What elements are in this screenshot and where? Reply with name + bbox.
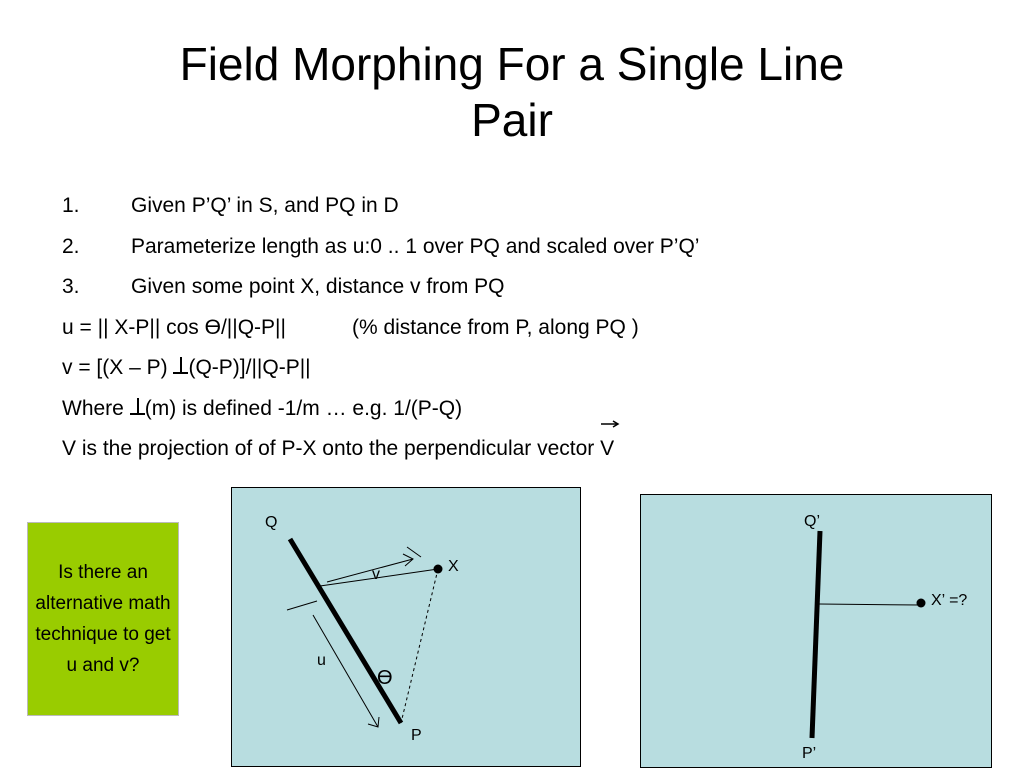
vector-v-letter: V xyxy=(600,437,615,460)
step-text: Parameterize length as u:0 .. 1 over PQ and scaled over P’Q’ xyxy=(131,234,700,258)
point-x xyxy=(434,565,443,574)
where-line xyxy=(62,389,962,430)
formula-u-note: (% distance from P, along PQ ) xyxy=(351,315,639,339)
step-2 xyxy=(62,227,962,268)
slide-body xyxy=(62,186,962,470)
formula-u: u = || X-P|| cos Ө/||Q-P|| xyxy=(62,315,286,339)
label-p: P xyxy=(411,727,422,744)
vector-arrow-icon xyxy=(600,419,620,429)
label-q-prime: Q’ xyxy=(804,513,820,530)
formula-v-line xyxy=(62,348,962,389)
step-1 xyxy=(62,186,962,227)
label-x-prime: X’ =? xyxy=(931,592,968,609)
title-line-2: Pair xyxy=(471,94,553,146)
panel-background xyxy=(232,488,581,767)
label-v: v xyxy=(372,566,380,583)
step-number: 2. xyxy=(62,234,80,258)
callout-text: Is there an alternative math technique to get u and v? xyxy=(35,562,171,676)
label-u: u xyxy=(317,652,326,669)
point-x-prime xyxy=(917,599,926,608)
vector-v xyxy=(600,429,614,470)
step-text: Given some point X, distance v from PQ xyxy=(131,275,505,298)
projection-line xyxy=(62,429,962,470)
label-x: X xyxy=(448,558,459,575)
source-diagram xyxy=(640,494,992,768)
step-text: Given P’Q’ in S, and PQ in D xyxy=(131,194,399,217)
label-q: Q xyxy=(265,514,278,531)
step-number: 1. xyxy=(62,194,80,217)
label-theta: Ө xyxy=(377,667,393,689)
where-definition: (m) is defined -1/m … e.g. 1/(P-Q) xyxy=(144,396,463,420)
step-number: 3. xyxy=(62,275,80,298)
slide-title xyxy=(0,36,1024,148)
where-word: Where xyxy=(62,396,124,420)
formula-u-line xyxy=(62,308,962,349)
step-3 xyxy=(62,267,962,308)
formula-v-right: (Q-P)]/||Q-P|| xyxy=(188,356,311,379)
destination-diagram xyxy=(231,487,581,767)
projection-text: V is the projection of of P-X onto the perpendicular vector xyxy=(62,437,601,460)
title-line-1: Field Morphing For a Single Line xyxy=(179,38,845,90)
question-callout xyxy=(27,522,179,716)
label-p-prime: P’ xyxy=(802,745,817,762)
formula-v-left: v = [(X – P) xyxy=(62,356,168,379)
